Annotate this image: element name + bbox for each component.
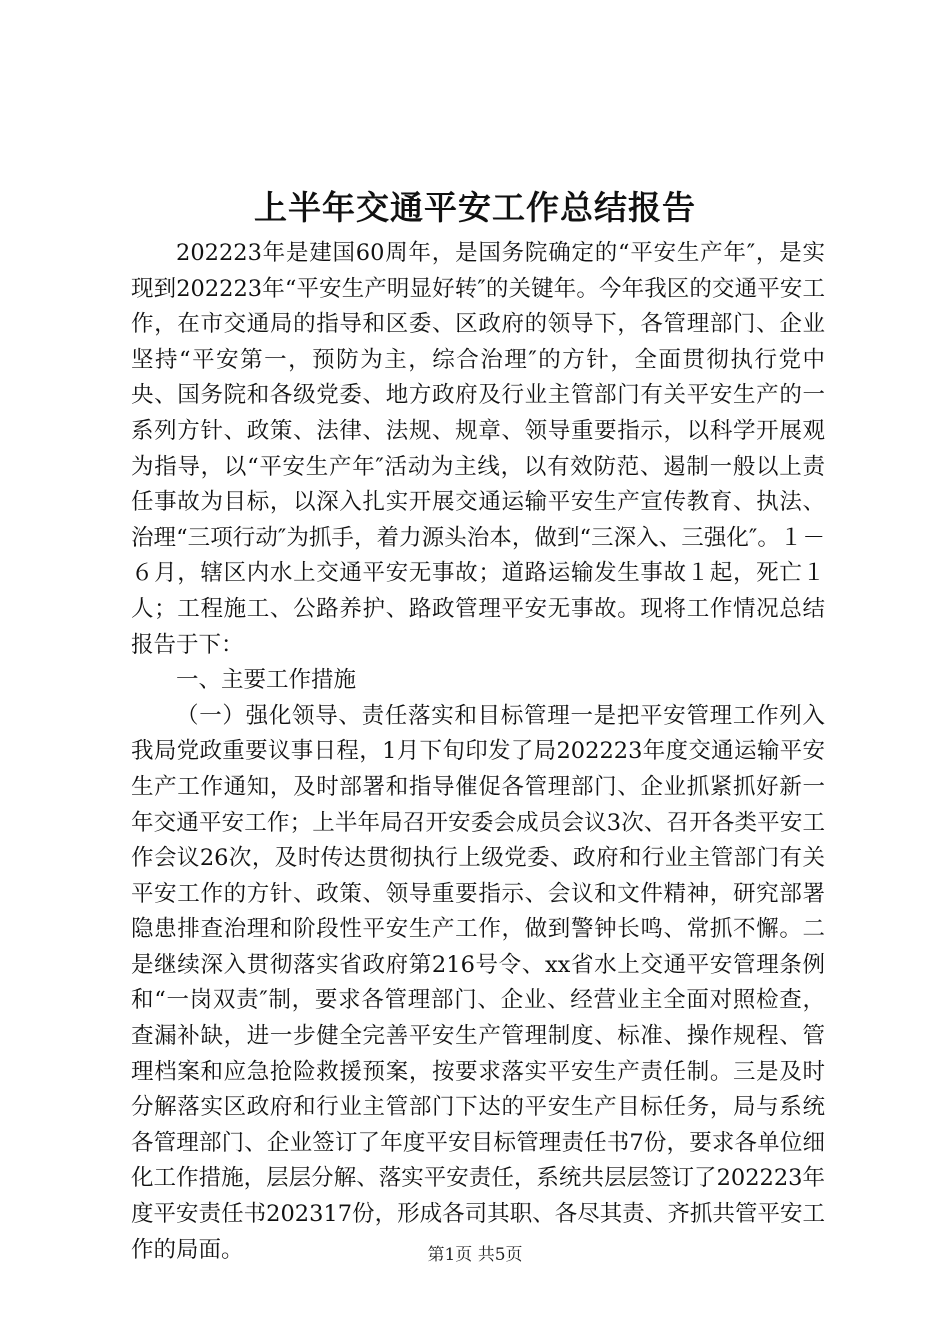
document-body xyxy=(131,236,825,1268)
intro-paragraph: 202223年是建国60周年，是国务院确定的“平安生产年″，是实现到202223年“平安生产明显好转″的关键年。今年我区的交通平安工作，在市交通局的指导和区委、区政府的领导下，各管理部门、企业坚持“平安第一，预防为主，综合治理″的方针，全面贯彻执行党中央、国务院和各级党委、地方政府及行业主管部门有关平安生产的一系列方针、政策、法律、法规、规章、领导重要指示，以科学开展观为指导，以“平安生产年″活动为主线，以有效防范、遏制一般以上责任事故为目标，以深入扎实开展交通运输平安生产宣传教育、执法、治理“三项行动″为抓手，着力源头治本，做到“三深入、三强化″。１－６月，辖区内水上交通平安无事故；道路运输发生事故１起，死亡１人；工程施工、公路养护、路政管理平安无事故。现将工作情况总结报告于下： xyxy=(131,240,825,658)
section-heading: 一、主要工作措施 xyxy=(176,667,357,694)
page-footer: 第1页 共5页 xyxy=(427,1245,523,1265)
section-paragraph: （一）强化领导、责任落实和目标管理一是把平安管理工作列入我局党政重要议事日程，1月下旬印发了局202223年度交通运输平安生产工作通知，及时部署和指导催促各管理部门、企业抓紧抓好新一年交通平安工作；上半年局召开安委会成员会议3次、召开各类平安工作会议26次，及时传达贯彻执行上级党委、政府和行业主管部门有关平安工作的方针、政策、领导重要指示、会议和文件精神，研究部署隐患排查治理和阶段性平安生产工作，做到警钟长鸣、常抓不懈。二是继续深入贯彻落实省政府第216号令、xx省水上交通平安管理条例和“一岗双责″制，要求各管理部门、企业、经营业主全面对照检查，查漏补缺，进一步健全完善平安生产管理制度、标准、操作规程、管理档案和应急抢险救援预案，按要求落实平安生产责任制。三是及时分解落实区政府和行业主管部门下达的平安生产目标任务，局与系统各管理部门、企业签订了年度平安目标管理责任书7份，要求各单位细化工作措施，层层分解、落实平安责任，系统共层层签订了202223年度平安责任书202317份，形成各司其职、各尽其责、齐抓共管平安工作的局面。 xyxy=(131,702,825,1263)
document-title: 上半年交通平安工作总结报告 xyxy=(254,188,696,227)
